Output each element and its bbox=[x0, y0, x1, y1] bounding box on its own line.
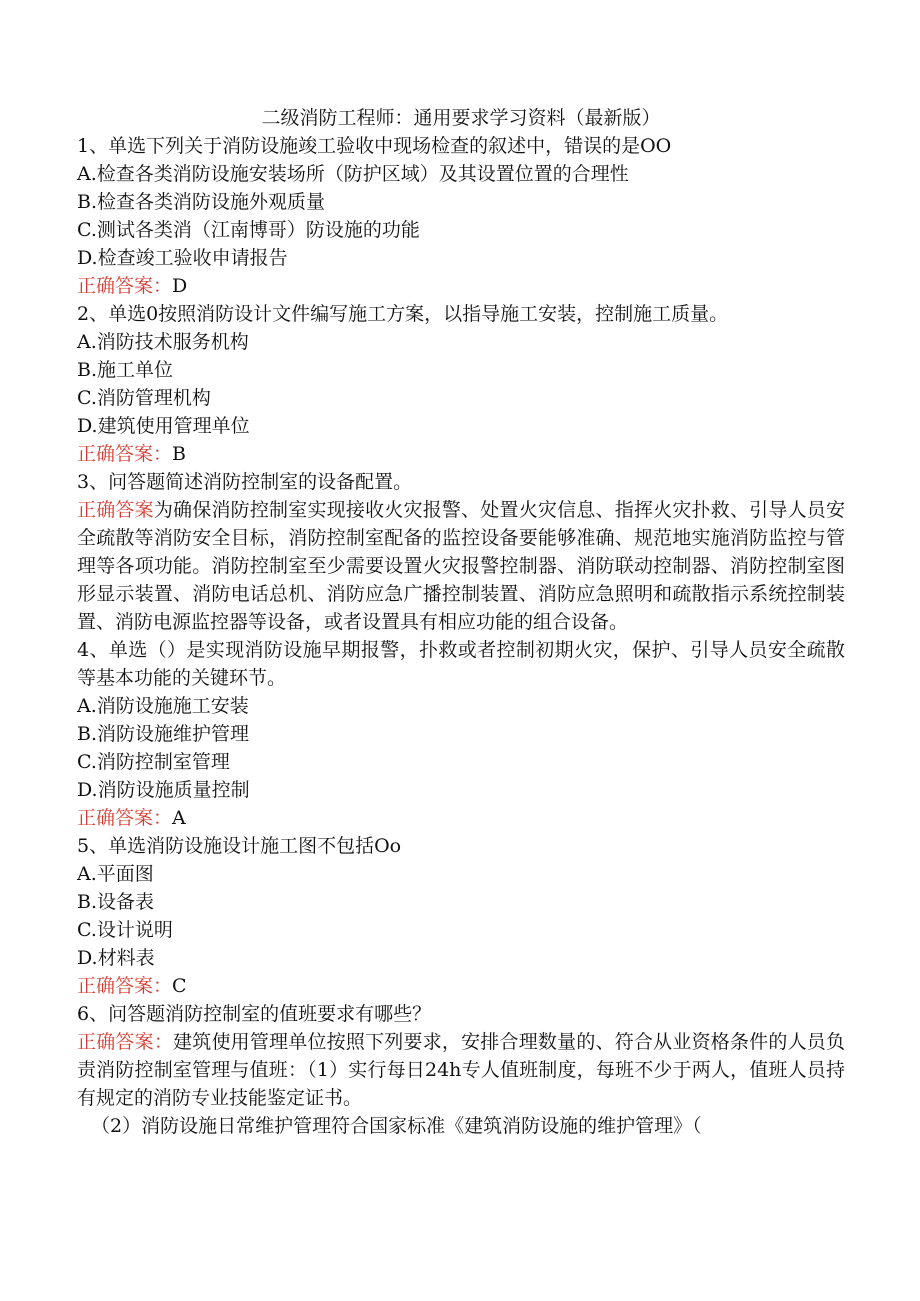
question-2-answer bbox=[77, 440, 845, 468]
question-1-option-a: A.检查各类消防设施安装场所（防护区域）及其设置位置的合理性 bbox=[77, 163, 629, 185]
question-1-option-d: D.检查竣工验收申请报告 bbox=[77, 247, 288, 269]
document-page bbox=[77, 104, 845, 1140]
question-5-option-c: C.设计说明 bbox=[77, 919, 173, 941]
question-1-option-c: C.测试各类消（江南博哥）防设施的功能 bbox=[77, 219, 420, 241]
question-2-option-b: B.施工单位 bbox=[77, 359, 174, 381]
question-4-answer bbox=[77, 804, 845, 832]
answer-value: D bbox=[172, 275, 188, 297]
question-5-option-d: D.材料表 bbox=[77, 947, 155, 969]
question-2-stem: 2、单选0按照消防设计文件编写施工方案，以指导施工安装，控制施工质量。 bbox=[77, 303, 729, 325]
question-4-stem: 4、单选（）是实现消防设施早期报警，扑救或者控制初期火灾，保护、引导人员安全疏散等基本功能的关键环节。 bbox=[77, 639, 845, 689]
question-5-stem: 5、单选消防设施设计施工图不包括Oo bbox=[77, 835, 402, 857]
answer-text: 建筑使用管理单位按照下列要求，安排合理数量的、符合从业资格条件的人员负责消防控制室管理与值班：（1）实行每日24h专人值班制度，每班不少于两人，值班人员持有规定的消防专业技能鉴定证书。 bbox=[77, 1031, 845, 1109]
answer-text: 为确保消防控制室实现接收火灾报警、处置火灾信息、指挥火灾扑救、引导人员安全疏散等消防安全目标，消防控制室配备的监控设备要能够准确、规范地实施消防监控与管理等各项功能。消防控制室至少需要设置火灾报警控制器、消防联动控制器、消防控制室图形显示装置、消防电话总机、消防应急广播控制装置、消防应急照明和疏散指示系统控制装置、消防电源监控器等设备，或者设置具有相应功能的组合设备。 bbox=[77, 499, 845, 633]
question-5-option-a: A.平面图 bbox=[77, 863, 154, 885]
question-1-stem: 1、单选下列关于消防设施竣工验收中现场检查的叙述中，错误的是OO bbox=[77, 135, 672, 157]
answer-value: A bbox=[172, 807, 186, 829]
question-2-option-d: D.建筑使用管理单位 bbox=[77, 415, 250, 437]
question-5-option-b: B.设备表 bbox=[77, 891, 155, 913]
answer-label: 正确答案： bbox=[77, 807, 173, 829]
question-3-answer bbox=[77, 496, 845, 636]
question-4-option-d: D.消防设施质量控制 bbox=[77, 779, 250, 801]
question-6-stem: 6、问答题消防控制室的值班要求有哪些？ bbox=[77, 1003, 432, 1025]
question-4-option-b: B.消防设施维护管理 bbox=[77, 723, 250, 745]
question-5-answer bbox=[77, 972, 845, 1000]
question-6-answer bbox=[77, 1028, 845, 1112]
question-2-option-c: C.消防管理机构 bbox=[77, 387, 211, 409]
question-4-option-c: C.消防控制室管理 bbox=[77, 751, 230, 773]
question-1-answer bbox=[77, 272, 845, 300]
question-4-option-a: A.消防设施施工安装 bbox=[77, 695, 249, 717]
document-title: 二级消防工程师：通用要求学习资料（最新版） bbox=[261, 107, 661, 129]
question-6-continuation: （2）消防设施日常维护管理符合国家标准《建筑消防设施的维护管理》（ bbox=[91, 1115, 702, 1137]
answer-label: 正确答案 bbox=[77, 499, 154, 521]
answer-label: 正确答案： bbox=[77, 1031, 174, 1053]
question-2-option-a: A.消防技术服务机构 bbox=[77, 331, 249, 353]
answer-label: 正确答案： bbox=[77, 275, 173, 297]
question-1-option-b: B.检查各类消防设施外观质量 bbox=[77, 191, 326, 213]
answer-label: 正确答案： bbox=[77, 975, 173, 997]
answer-value: B bbox=[172, 443, 186, 465]
answer-label: 正确答案： bbox=[77, 443, 173, 465]
answer-value: C bbox=[172, 975, 187, 997]
question-3-stem: 3、问答题简述消防控制室的设备配置。 bbox=[77, 471, 413, 493]
